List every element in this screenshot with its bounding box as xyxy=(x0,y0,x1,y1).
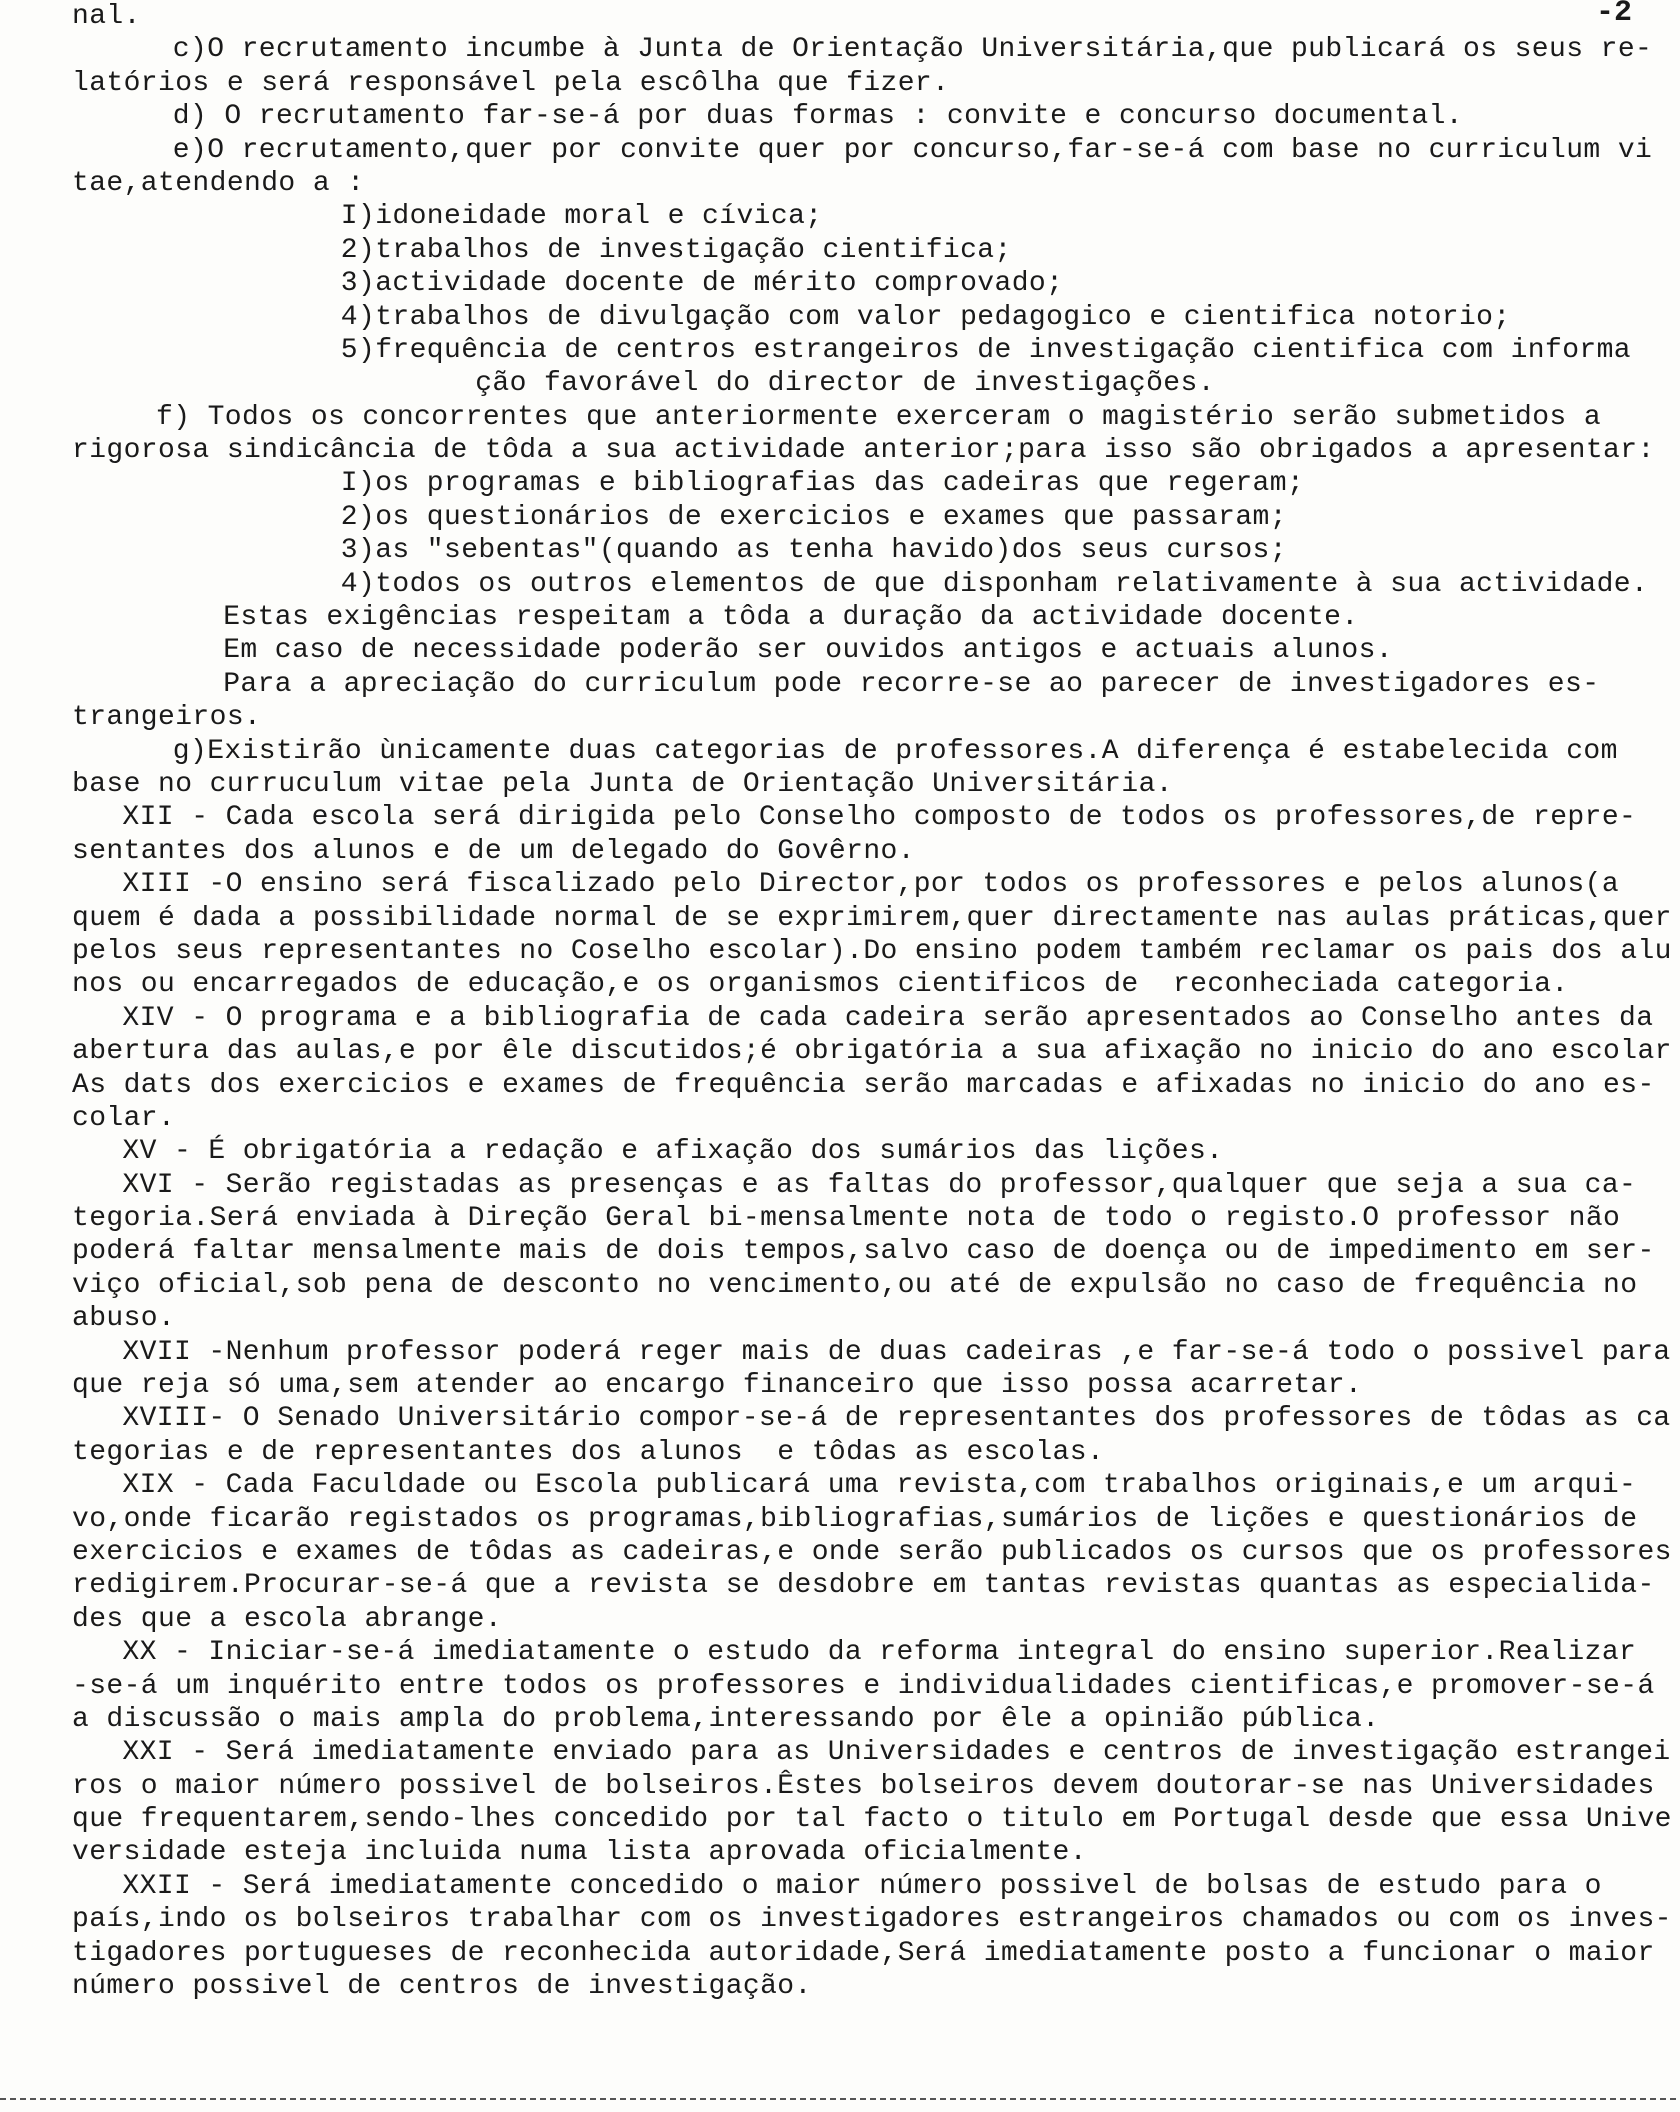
text-line: c)O recrutamento incumbe à Junta de Orientação Universitária,que publicará os seus re- xyxy=(172,34,1653,66)
text-line: redigirem.Procurar-se-á que a revista se desdobre em tantas revistas quantas as especialida- xyxy=(72,1570,1655,1602)
document-body xyxy=(72,0,1672,2003)
text-line: abuso. xyxy=(72,1303,176,1335)
text-line: XII - Cada escola será dirigida pelo Conselho composto de todos os professores,de repre- xyxy=(122,802,1637,834)
text-line: 4)trabalhos de divulgação com valor pedagogico e cientifica notorio; xyxy=(340,301,1511,333)
text-line: Para a apreciação do curriculum pode recorre-se ao parecer de investigadores es- xyxy=(223,668,1600,700)
text-line: poderá faltar mensalmente mais de dois tempos,salvo caso de doença ou de impedimento em ser- xyxy=(72,1236,1655,1268)
text-line: des que a escola abrange. xyxy=(72,1603,503,1635)
text-line: I)os programas e bibliografias das cadeiras que regeram; xyxy=(340,468,1305,500)
text-line: 2)os questionários de exercicios e exames que passaram; xyxy=(340,501,1287,533)
page-number: -2 xyxy=(1595,0,1632,30)
text-line: I)idoneidade moral e cívica; xyxy=(340,201,823,233)
text-line: número possivel de centros de investigação. xyxy=(72,1971,812,2003)
text-line: pelos seus representantes no Coselho escolar).Do ensino podem também reclamar os pais dos alu xyxy=(72,935,1672,967)
text-line: XX - Iniciar-se-á imediatamente o estudo da reforma integral do ensino superior.Realizar xyxy=(122,1637,1637,1669)
text-line: que frequentarem,sendo-lhes concedido por tal facto o titulo em Portugal desde que essa Unive xyxy=(72,1804,1672,1836)
text-line: viço oficial,sob pena de desconto no vencimento,ou até de expulsão no caso de frequência no xyxy=(72,1269,1638,1301)
text-line: sentantes dos alunos e de um delegado do Govêrno. xyxy=(72,835,915,867)
text-line: tegoria.Será enviada à Direção Geral bi-mensalmente nota de todo o registo.O professor não xyxy=(72,1203,1621,1235)
text-line: 3)as "sebentas"(quando as tenha havido)dos seus cursos; xyxy=(340,535,1287,567)
text-line: XXI - Será imediatamente enviado para as Universidades e centros de investigação estrangei xyxy=(122,1737,1671,1769)
text-line: XVI - Serão registadas as presenças e as faltas do professor,qualquer que seja a sua ca- xyxy=(122,1169,1637,1201)
text-line: XIV - O programa e a bibliografia de cada cadeira serão apresentados ao Conselho antes da xyxy=(122,1002,1654,1034)
text-line: a discussão o mais ampla do problema,interessando por êle a opinião pública. xyxy=(72,1703,1380,1735)
text-line: colar. xyxy=(72,1102,176,1134)
text-line: abertura das aulas,e por êle discutidos;é obrigatória a sua afixação no inicio do ano escolar xyxy=(72,1036,1672,1068)
bottom-edge-rule xyxy=(0,2098,1680,2100)
text-line: XIII -O ensino será fiscalizado pelo Director,por todos os professores e pelos alunos(a xyxy=(122,869,1620,901)
text-line: 2)trabalhos de investigação cientifica; xyxy=(340,234,1012,266)
text-line: tae,atendendo a : xyxy=(72,167,365,199)
text-line: g)Existirão ùnicamente duas categorias de professores.A diferença é estabelecida com xyxy=(172,735,1618,767)
text-line: latórios e será responsável pela escôlha que fizer. xyxy=(72,67,950,99)
text-line: que reja só uma,sem atender ao encargo financeiro que isso possa acarretar. xyxy=(72,1370,1363,1402)
text-line: tegorias e de representantes dos alunos e tôdas as escolas. xyxy=(72,1436,1105,1468)
text-line: d) O recrutamento far-se-á por duas formas : convite e concurso documental. xyxy=(172,101,1464,133)
text-line: quem é dada a possibilidade normal de se exprimirem,quer directamente nas aulas práticas,quer xyxy=(72,902,1672,934)
text-line: base no curruculum vitae pela Junta de Orientação Universitária. xyxy=(72,768,1173,800)
text-line: As dats dos exercicios e exames de frequência serão marcadas e afixadas no inicio do ano es- xyxy=(72,1069,1655,1101)
text-line: nos ou encarregados de educação,e os organismos cientificos de reconheciada categoria. xyxy=(72,969,1569,1001)
text-line: XVIII- O Senado Universitário compor-se-á de representantes dos professores de tôdas as ca xyxy=(122,1403,1671,1435)
text-line: -se-á um inquérito entre todos os professores e individualidades cientificas,e promover-se-á xyxy=(72,1670,1655,1702)
text-line: vo,onde ficarão registados os programas,bibliografias,sumários de lições e questionários de xyxy=(72,1503,1638,1535)
text-line: país,indo os bolseiros trabalhar com os investigadores estrangeiros chamados ou com os inves- xyxy=(72,1904,1672,1936)
text-line: 3)actividade docente de mérito comprovado; xyxy=(340,268,1064,300)
text-line: XVII -Nenhum professor poderá reger mais de duas cadeiras ,e far-se-á todo o possivel para xyxy=(122,1336,1671,1368)
text-line: XV - É obrigatória a redação e afixação dos sumários das lições. xyxy=(122,1136,1224,1168)
text-line: Em caso de necessidade poderão ser ouvidos antigos e actuais alunos. xyxy=(223,635,1393,667)
text-line: versidade esteja incluida numa lista aprovada oficialmente. xyxy=(72,1837,1087,1869)
text-line: tigadores portugueses de reconhecida autoridade,Será imediatamente posto a funcionar o maior xyxy=(72,1937,1655,1969)
text-line: XXII - Será imediatamente concedido o maior número possivel de bolsas de estudo para o xyxy=(122,1870,1602,1902)
text-line: XIX - Cada Faculdade ou Escola publicará uma revista,com trabalhos originais,e um arqui- xyxy=(122,1470,1637,1502)
text-line: 4)todos os outros elementos de que disponham relativamente à sua actividade. xyxy=(340,568,1649,600)
text-line: exercicios e exames de tôdas as cadeiras,e onde serão publicados os cursos que os professores xyxy=(72,1536,1672,1568)
text-line: 5)frequência de centros estrangeiros de investigação cientifica com informa xyxy=(340,334,1632,366)
text-line: ção favorável do director de investigações. xyxy=(475,368,1215,400)
text-line: Estas exigências respeitam a tôda a duração da actividade docente. xyxy=(223,602,1359,634)
text-line: trangeiros. xyxy=(72,702,262,734)
text-line: f) Todos os concorrentes que anteriormente exerceram o magistério serão submetidos a xyxy=(156,401,1602,433)
text-line: rigorosa sindicância de tôda a sua actividade anterior;para isso são obrigados a apresentar: xyxy=(72,435,1655,467)
text-line: ros o maior número possivel de bolseiros.Êstes bolseiros devem doutorar-se nas Universidades xyxy=(72,1770,1655,1802)
text-line: nal. xyxy=(72,1,141,32)
text-line: e)O recrutamento,quer por convite quer por concurso,far-se-á com base no curriculum vi xyxy=(172,134,1653,166)
